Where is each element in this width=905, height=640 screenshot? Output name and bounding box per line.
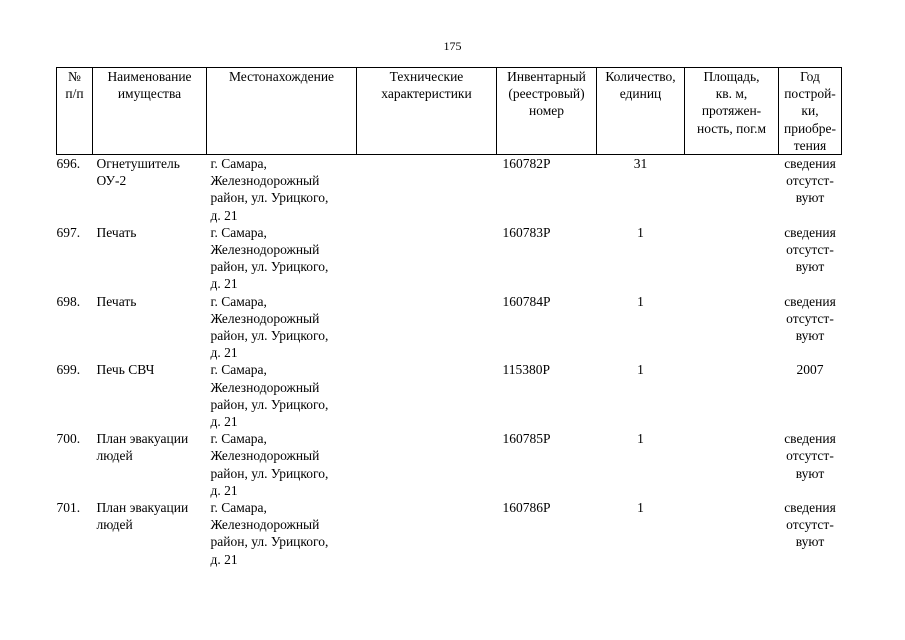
item-year: сведения отсутст- вуют [784, 500, 836, 550]
item-year: сведения отсутст- вуют [784, 431, 836, 481]
item-year: сведения отсутст- вуют [784, 224, 836, 275]
item-tech [357, 293, 497, 362]
item-year: сведения отсутст- вуют [784, 156, 836, 206]
row-number: 699. [56, 362, 81, 378]
item-name: Печать [96, 224, 137, 240]
item-quantity: 1 [637, 362, 644, 378]
table-row [57, 224, 842, 293]
header-inventory: Инвентарный (реестровый) номер [497, 68, 597, 155]
row-number: 696. [56, 156, 81, 172]
row-number: 697. [56, 224, 81, 240]
item-name: Печь СВЧ [96, 362, 155, 378]
table-row [57, 155, 842, 224]
item-tech [357, 430, 497, 499]
item-year: 2007 [796, 362, 824, 378]
header-name: Наименование имущества [93, 68, 207, 155]
item-location: г. Самара, Железнодорожный район, ул. Урицкого, д. 21 [210, 431, 329, 498]
page-number: 175 [443, 39, 462, 53]
item-tech [357, 361, 497, 430]
header-quantity: Количество, единиц [597, 68, 685, 155]
item-year: сведения отсутст- вуют [784, 293, 836, 344]
item-area [685, 499, 779, 568]
property-table [56, 67, 842, 568]
header-location: Местонахождение [207, 68, 357, 155]
item-location: г. Самара, Железнодорожный район, ул. Урицкого, д. 21 [210, 156, 329, 223]
item-quantity: 1 [637, 500, 644, 516]
header-year: Год построй- ки, приобре- тения [779, 68, 842, 155]
item-name: План эвакуации людей [96, 500, 189, 533]
item-area [685, 224, 779, 293]
item-quantity: 1 [637, 224, 644, 240]
item-name: План эвакуации людей [96, 431, 189, 464]
item-inventory-number: 160784Р [502, 293, 551, 309]
item-location: г. Самара, Железнодорожный район, ул. Урицкого, д. 21 [210, 293, 329, 361]
item-name: Печать [96, 293, 137, 309]
item-quantity: 1 [637, 293, 644, 309]
header-tech: Технические характеристики [357, 68, 497, 155]
item-tech [357, 499, 497, 568]
item-area [685, 293, 779, 362]
header-area: Площадь, кв. м, протяжен- ность, пог.м [685, 68, 779, 155]
item-quantity: 31 [633, 156, 648, 172]
item-area [685, 361, 779, 430]
item-location: г. Самара, Железнодорожный район, ул. Урицкого, д. 21 [210, 500, 329, 567]
item-inventory-number: 160785Р [502, 431, 551, 447]
header-num: № п/п [57, 68, 93, 155]
row-number: 700. [56, 431, 81, 447]
row-number: 698. [56, 293, 81, 309]
item-area [685, 430, 779, 499]
item-inventory-number: 160783Р [502, 224, 551, 240]
item-inventory-number: 160786Р [502, 500, 551, 516]
item-location: г. Самара, Железнодорожный район, ул. Урицкого, д. 21 [210, 224, 329, 292]
item-area [685, 155, 779, 224]
item-tech [357, 224, 497, 293]
table-row [57, 430, 842, 499]
item-location: г. Самара, Железнодорожный район, ул. Урицкого, д. 21 [210, 362, 329, 430]
item-inventory-number: 160782Р [502, 156, 551, 172]
table-row [57, 361, 842, 430]
table-header-row [57, 68, 842, 155]
item-tech [357, 155, 497, 224]
item-inventory-number: 115380Р [502, 362, 551, 378]
table-row [57, 499, 842, 568]
item-quantity: 1 [637, 431, 644, 447]
row-number: 701. [56, 500, 81, 516]
item-name: Огнетушитель ОУ-2 [96, 156, 180, 189]
table-row [57, 293, 842, 362]
